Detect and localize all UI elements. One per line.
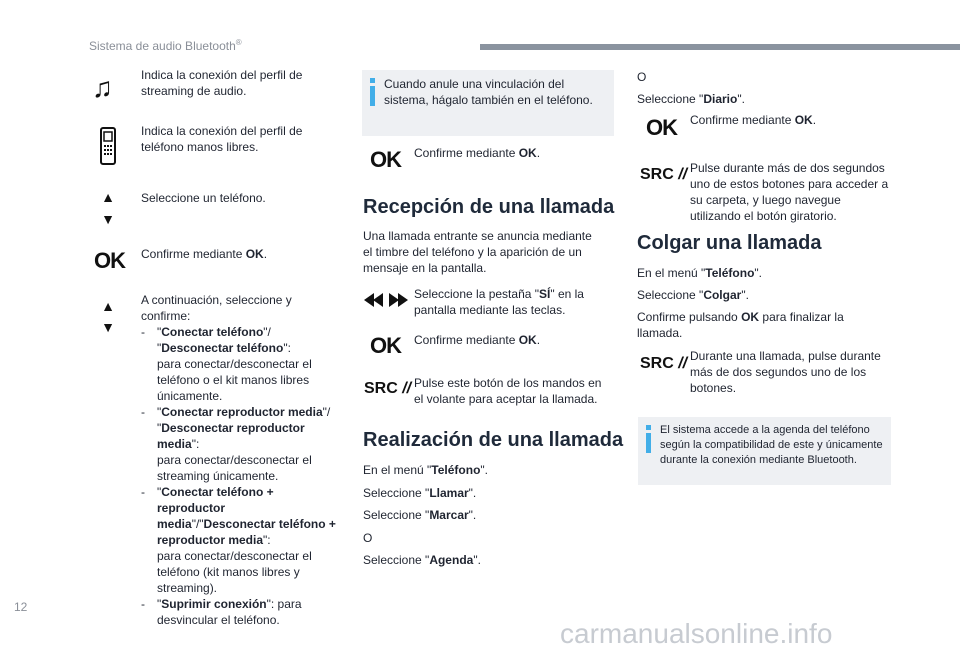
ok-icon: OK xyxy=(370,147,401,172)
hangup-text: Durante una llamada, pulse durante más de dos segundos uno de los botones. xyxy=(690,349,881,395)
list-item: - "Suprimir conexión": para desvincular el teléfono. xyxy=(141,597,302,627)
page-number: 12 xyxy=(14,600,28,614)
confirm-ok-text: Confirme mediante OK. xyxy=(414,333,541,347)
info-note xyxy=(638,417,891,485)
connection-options xyxy=(141,292,341,628)
ok-icon: OK xyxy=(646,115,677,140)
ok-icon: OK xyxy=(94,248,125,273)
audio-profile-text: Indica la conexión del perfil de streaming de audio. xyxy=(141,68,303,98)
heading-realizacion: Realización de una llamada xyxy=(363,429,624,451)
select-phone-text: Seleccione un teléfono. xyxy=(141,191,266,205)
accept-call-text: Pulse este botón de los mandos en el volante para aceptar la llamada. xyxy=(414,376,602,406)
arrow-up-icon: ▲ xyxy=(101,189,115,205)
list-item: - "Conectar teléfono + reproductor media"/"Desconectar teléfono + reproductor media": para conectar/desconectar el teléfono (kit manos libres y streaming). xyxy=(141,485,336,595)
colgar-step: En el menú "Teléfono". xyxy=(637,266,762,280)
src-phone-icon: SRC // xyxy=(364,380,412,397)
info-icon xyxy=(370,78,375,108)
info-icon xyxy=(646,425,651,455)
list-item: - "Conectar reproductor media"/ "Desconectar reproductor media": para conectar/desconectar el streaming únicamente. xyxy=(141,405,331,483)
music-note-icon: ♫ xyxy=(92,72,113,103)
arrow-up-icon: ▲ xyxy=(101,298,115,314)
colgar-step: Seleccione "Colgar". xyxy=(637,288,749,302)
confirm-ok-text: Confirme mediante OK. xyxy=(414,146,541,160)
select-tab-text: Seleccione la pestaña "SÍ" en la pantalla mediante las teclas. xyxy=(414,287,584,317)
select-diario-text: Seleccione "Diario". xyxy=(637,92,745,106)
list-item: - "Conectar teléfono"/ "Desconectar teléfono": para conectar/desconectar el teléfono o el kit manos libres únicamente. xyxy=(141,325,312,403)
handsfree-profile-text: Indica la conexión del perfil de teléfono manos libres. xyxy=(141,124,303,154)
options-intro: A continuación, seleccione y confirme: xyxy=(141,293,292,323)
arrows-left-right-icon xyxy=(364,292,408,313)
confirm-ok-text: Confirme mediante OK. xyxy=(690,113,817,127)
realizacion-step: Seleccione "Agenda". xyxy=(363,553,481,567)
heading-colgar: Colgar una llamada xyxy=(637,232,822,254)
colgar-step: Confirme pulsando OK para finalizar la llamada. xyxy=(637,310,844,340)
src-phone-icon: SRC // xyxy=(640,166,688,183)
arrow-down-icon: ▼ xyxy=(101,211,115,227)
header-bar xyxy=(480,44,960,50)
note-text: El sistema accede a la agenda del teléfono según la compatibilidad de este y únicamente durante la conexión mediante Bluetooth. xyxy=(660,424,883,466)
watermark: carmanualsonline.info xyxy=(560,618,833,649)
phone-icon xyxy=(100,127,116,170)
ok-icon: OK xyxy=(370,333,401,358)
note-text: Cuando anule una vinculación del sistema, hágalo también en el teléfono. xyxy=(384,77,593,107)
section-header: Sistema de audio Bluetooth® xyxy=(89,38,242,53)
heading-recepcion: Recepción de una llamada xyxy=(363,196,615,218)
src-folder-text: Pulse durante más de dos segundos uno de estos botones para acceder a su carpeta, y luego navegue utilizando el botón giratorio. xyxy=(690,161,889,223)
realizacion-step: Seleccione "Llamar". xyxy=(363,486,477,500)
realizacion-step: O xyxy=(363,531,373,545)
arrow-down-icon: ▼ xyxy=(101,319,115,335)
confirm-ok-text: Confirme mediante OK. xyxy=(141,247,268,261)
col3-o: O xyxy=(637,70,647,84)
info-note xyxy=(362,70,614,136)
src-phone-icon: SRC // xyxy=(640,355,688,372)
realizacion-step: En el menú "Teléfono". xyxy=(363,463,488,477)
recepcion-paragraph: Una llamada entrante se anuncia mediante el timbre del teléfono y la aparición de un mensaje en la pantalla. xyxy=(363,229,592,275)
realizacion-step: Seleccione "Marcar". xyxy=(363,508,477,522)
